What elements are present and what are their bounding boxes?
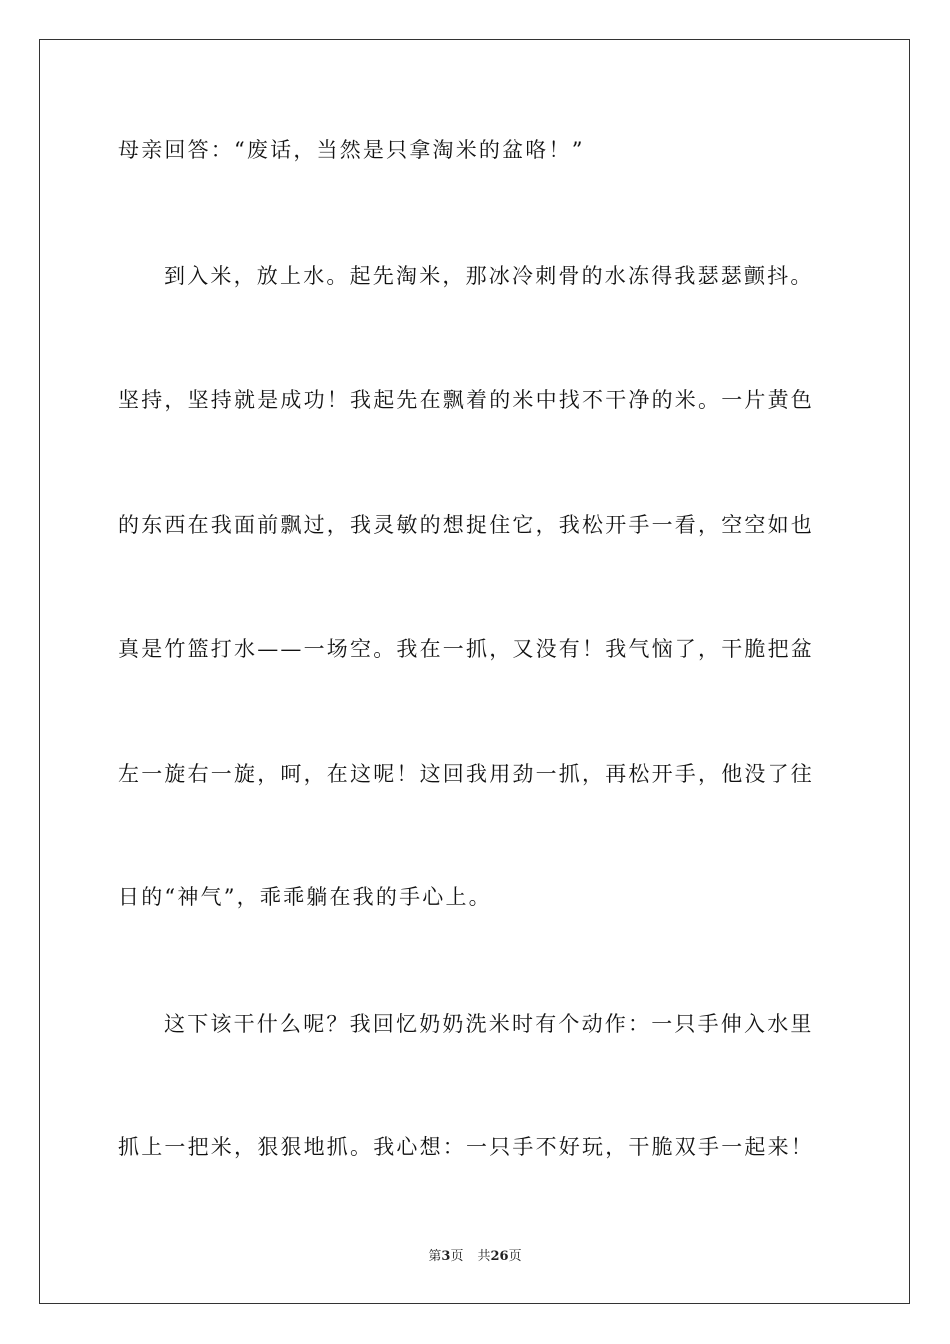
text-line-6: 左一旋右一旋，呵，在这呢！这回我用劲一抓，再松开手，他没了往 <box>118 762 814 786</box>
text-line-9: 抓上一把米，狠狠地抓。我心想：一只手不好玩，干脆双手一起来！ <box>118 1135 814 1159</box>
page-border <box>39 39 910 1304</box>
total-pages: 26 <box>490 1249 509 1264</box>
text-line-5: 真是竹篮打水——一场空。我在一抓，又没有！我气恼了，干脆把盆 <box>118 637 814 661</box>
page-prefix: 第 <box>428 1249 442 1264</box>
page-number: 3 <box>441 1249 451 1264</box>
page-footer <box>0 1248 950 1266</box>
page-suffix: 页 <box>450 1249 464 1264</box>
text-line-3: 坚持，坚持就是成功！我起先在飘着的米中找不干净的米。一片黄色 <box>118 388 814 412</box>
text-line-4: 的东西在我面前飘过，我灵敏的想捉住它，我松开手一看，空空如也 <box>118 513 814 537</box>
text-line-8: 这下该干什么呢？我回忆奶奶洗米时有个动作：一只手伸入水里 <box>164 1012 814 1036</box>
text-line-7: 日的“神气”，乖乖躺在我的手心上。 <box>118 885 492 909</box>
text-line-2: 到入米，放上水。起先淘米，那冰冷刺骨的水冻得我瑟瑟颤抖。 <box>164 264 814 288</box>
text-line-1: 母亲回答：“废话，当然是只拿淘米的盆咯！” <box>118 138 585 162</box>
total-suffix: 页 <box>508 1249 522 1264</box>
total-prefix: 共 <box>477 1249 491 1264</box>
